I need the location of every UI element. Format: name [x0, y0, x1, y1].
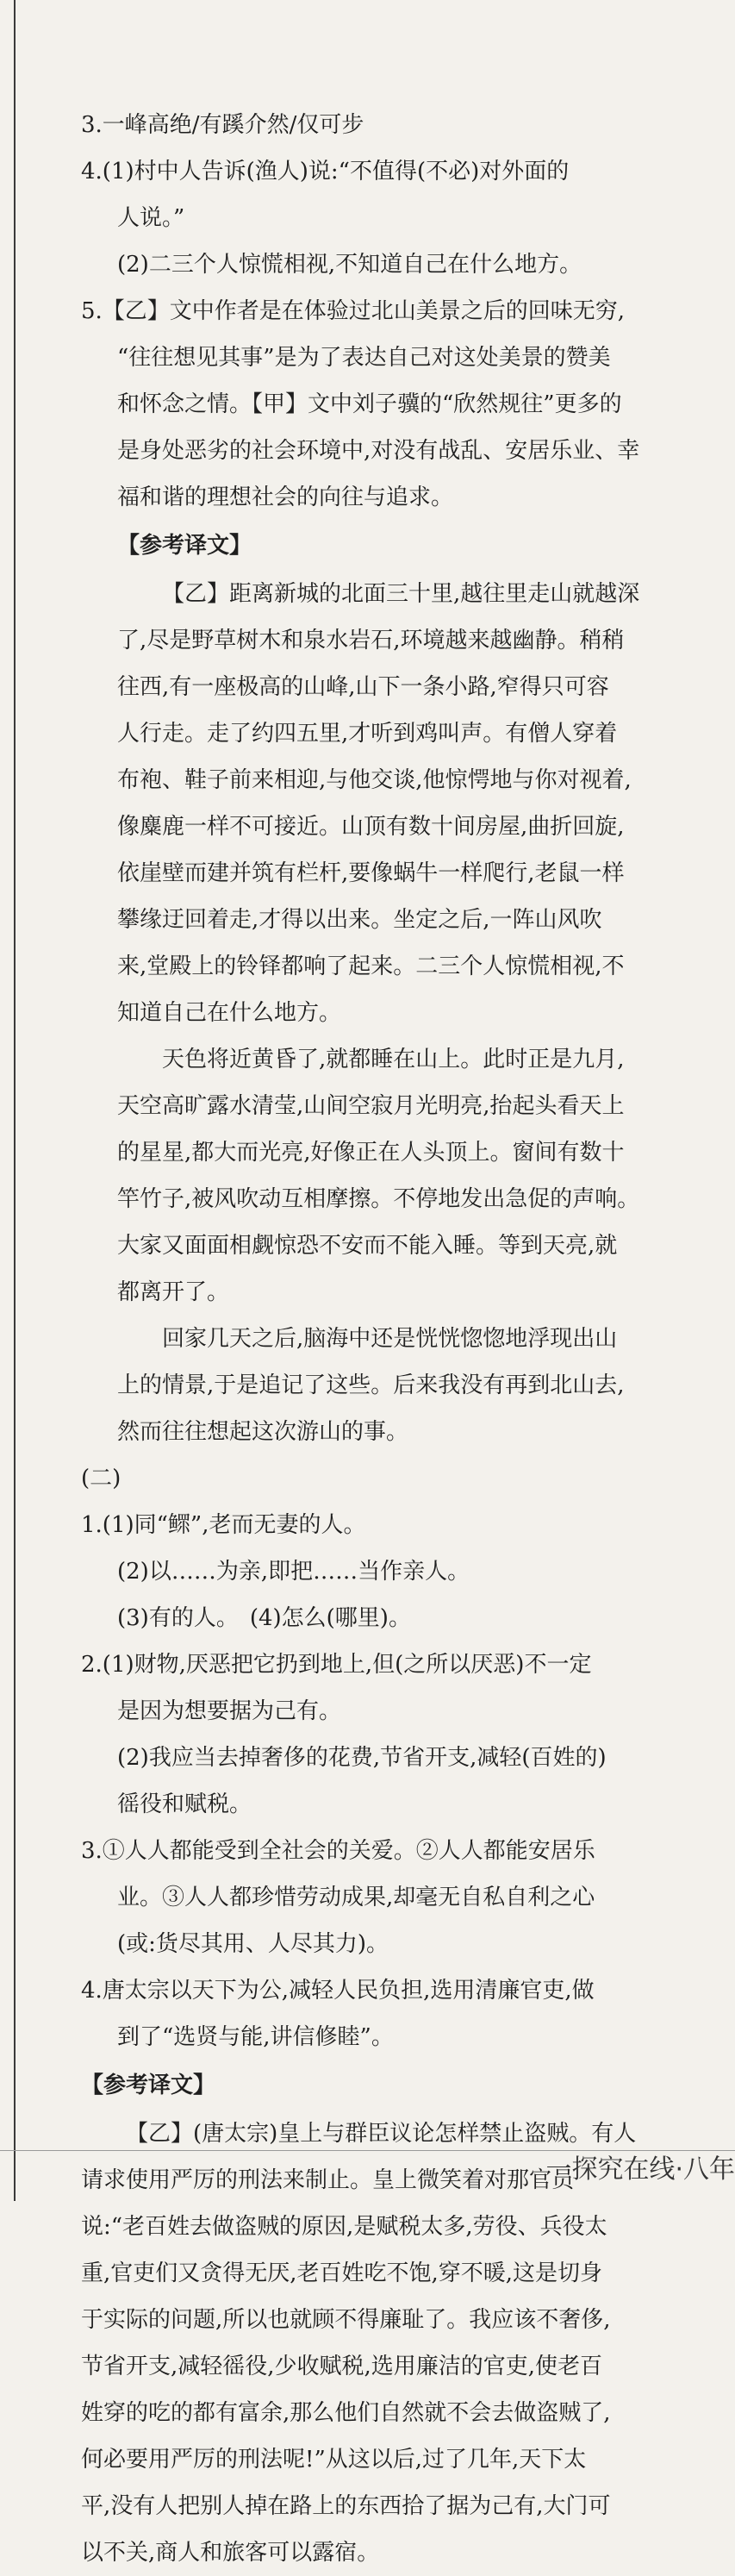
- text-line: 说:“老百姓去做盗贼的原因,是赋税太多,劳役、兵役太: [81, 2214, 607, 2240]
- text-line: 天色将近黄昏了,就都睡在山上。此时正是九月,: [162, 1047, 625, 1072]
- text-line: 来,堂殿上的铃铎都响了起来。二三个人惊慌相视,不: [117, 953, 625, 979]
- text-line: 以不关,商人和旅客可以露宿。: [81, 2540, 380, 2566]
- section-heading: 【参考译文】: [81, 2073, 216, 2098]
- text-line: (3)有的人。 (4)怎么(哪里)。: [117, 1605, 411, 1631]
- text-line: 是身处恶劣的社会环境中,对没有战乱、安居乐业、幸: [117, 438, 640, 464]
- text-line: 何必要用严厉的刑法呢!”从这以后,过了几年,天下太: [81, 2447, 587, 2473]
- text-line: 请求使用严厉的刑法来制止。皇上微笑着对那官员: [81, 2167, 575, 2193]
- text-line: 【乙】(唐太宗)皇上与群臣议论怎样禁止盗贼。有人: [126, 2121, 637, 2147]
- text-line: 重,官吏们又贪得无厌,老百姓吃不饱,穿不暖,这是切身: [81, 2260, 603, 2286]
- text-line: 攀缘迂回着走,才得以出来。坐定之后,一阵山风吹: [117, 907, 602, 933]
- text-line: 3.一峰高绝/有蹊介然/仅可步: [81, 112, 364, 138]
- text-line: 姓穿的吃的都有富余,那么他们自然就不会去做盗贼了,: [81, 2400, 611, 2426]
- text-line: 4.(1)村中人告诉(渔人)说:“不值得(不必)对外面的: [81, 159, 570, 184]
- text-line: 像麋鹿一样不可接近。山顶有数十间房屋,曲折回旋,: [117, 814, 625, 840]
- text-line: 往西,有一座极高的山峰,山下一条小路,窄得只可容: [117, 674, 609, 700]
- section-heading: 【参考译文】: [117, 533, 252, 559]
- footer-series-title: 一探究在线·八年: [545, 2154, 735, 2185]
- text-line: (或:货尽其用、人尽其力)。: [117, 1931, 389, 1957]
- text-line: (2)二三个人惊慌相视,不知道自己在什么地方。: [117, 252, 582, 278]
- text-line: 依崖壁而建并筑有栏杆,要像蜗牛一样爬行,老鼠一样: [117, 860, 625, 886]
- text-line: 徭役和赋税。: [117, 1791, 252, 1817]
- text-line: 和怀念之情。【甲】文中刘子骥的“欣然规往”更多的: [117, 391, 622, 417]
- text-line: 5.【乙】文中作者是在体验过北山美景之后的回味无穷,: [81, 298, 626, 324]
- text-line: 知道自己在什么地方。: [117, 1000, 342, 1026]
- text-line: 然而往往想起这次游山的事。: [117, 1419, 409, 1445]
- text-line: 天空高旷露水清莹,山间空寂月光明亮,抬起头看天上: [117, 1093, 625, 1119]
- text-line: 4.唐太宗以天下为公,减轻人民负担,选用清廉官吏,做: [81, 1978, 595, 2004]
- text-line: 是因为想要据为己有。: [117, 1698, 342, 1724]
- answer-column: [81, 102, 689, 2576]
- text-line: 到了“选贤与能,讲信修睦”。: [117, 2024, 394, 2050]
- text-line: 都离开了。: [117, 1279, 230, 1305]
- text-line: 了,尽是野草树木和泉水岩石,环境越来越幽静。稍稍: [117, 628, 625, 653]
- text-line: 大家又面面相觑惊恐不安而不能入睡。等到天亮,就: [117, 1233, 618, 1259]
- text-line: 布袍、鞋子前来相迎,与他交谈,他惊愕地与你对视着,: [117, 767, 632, 793]
- text-line: 1.(1)同“鳏”,老而无妻的人。: [81, 1512, 366, 1538]
- text-line: 业。③人人都珍惜劳动成果,却毫无自私自利之心: [117, 1885, 595, 1910]
- binding-margin-line: [14, 0, 16, 2201]
- text-line: (2)我应当去掉奢侈的花费,节省开支,减轻(百姓的): [117, 1745, 607, 1771]
- text-line: (2)以……为亲,即把……当作亲人。: [117, 1559, 470, 1585]
- text-line: 的星星,都大而光亮,好像正在人头顶上。窗间有数十: [117, 1140, 625, 1166]
- text-line: 3.①人人都能受到全社会的关爱。②人人都能安居乐: [81, 1838, 595, 1864]
- text-line: 上的情景,于是追记了这些。后来我没有再到北山去,: [117, 1372, 625, 1398]
- text-line: “往往想见其事”是为了表达自己对这处美景的赞美: [117, 345, 611, 371]
- text-line: 人行走。走了约四五里,才听到鸡叫声。有僧人穿着: [117, 721, 618, 747]
- text-line: (二): [81, 1466, 121, 1491]
- text-line: 于实际的问题,所以也就顾不得廉耻了。我应该不奢侈,: [81, 2307, 611, 2333]
- text-line: 【乙】距离新城的北面三十里,越往里走山就越深: [162, 581, 640, 607]
- text-line: 2.(1)财物,厌恶把它扔到地上,但(之所以厌恶)不一定: [81, 1652, 592, 1678]
- text-line: 节省开支,减轻徭役,少收赋税,选用廉洁的官吏,使老百: [81, 2354, 603, 2379]
- text-line: 人说。”: [117, 205, 185, 231]
- text-line: 回家几天之后,脑海中还是恍恍惚惚地浮现出山: [162, 1326, 618, 1352]
- text-line: 平,没有人把别人掉在路上的东西拾了据为己有,大门可: [81, 2493, 611, 2519]
- text-line: 福和谐的理想社会的向往与追求。: [117, 485, 454, 510]
- text-line: 竿竹子,被风吹动互相摩擦。不停地发出急促的声响。: [117, 1186, 640, 1212]
